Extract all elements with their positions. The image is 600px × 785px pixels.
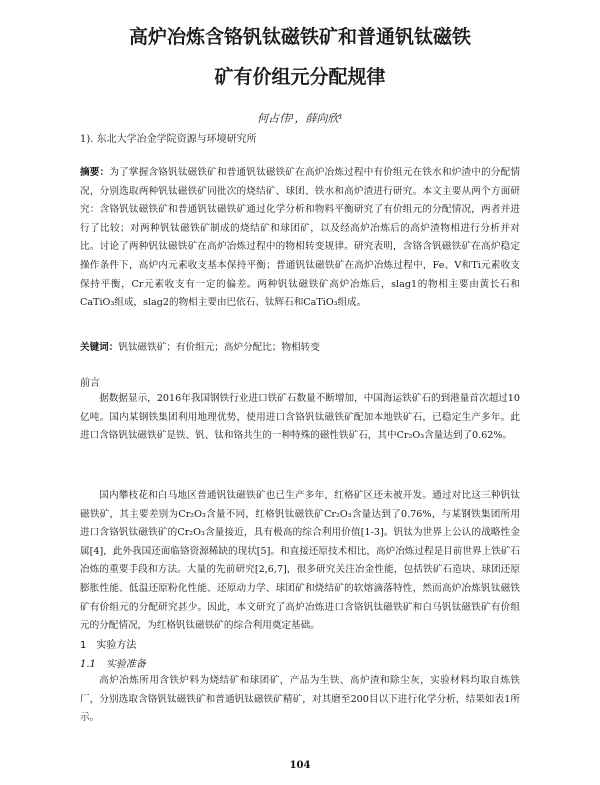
abstract-label: 摘要： xyxy=(80,167,110,178)
keywords-text: 钒钛磁铁矿；有价组元；高炉分配比；物相转变 xyxy=(118,342,320,353)
affiliation: 1). 东北大学冶金学院资源与环境研究所 xyxy=(80,134,257,145)
authors: 何占伟¹，薛向欣¹ xyxy=(257,112,343,125)
keywords xyxy=(80,339,520,353)
abstract-text: 为了掌握含铬钒钛磁铁矿和普通钒钛磁铁矿在高炉冶炼过程中有价组元在铁水和炉渣中的分配情况，分别选取两种钒钛磁铁矿同批次的烧结矿、球团、铁水和高炉渣进行研究。本文主要从两个方面研究：含铬钒钛磁铁矿和普通钒钛磁铁矿通过化学分析和物料平衡研究了有价组元的分配情况，两者并进行了比较；对两种钒钛磁铁矿制成的烧结矿和球团矿，以及经高炉冶炼后的高炉渣物相进行分析并对比。讨论了两种钒钛磁铁矿在高炉冶炼过程中的物相转变规律。研究表明，含铬含钒磁铁矿在高炉稳定操作条件下，高炉内元素收支基本保持平衡；普通钒钛磁铁矿在高炉冶炼过程中，Fe、V和Ti元素收支保持平衡，Cr元素收支有一定的偏差。两种钒钛磁铁矿高炉冶炼后，slag1的物相主要由黄长石和CaTiO₃组成，slag2的物相主要由巴依石、钛辉石和CaTiO₃组成。 xyxy=(80,167,520,309)
page-number: 104 xyxy=(289,760,311,771)
paper-title-line-1: 高炉冶炼含铬钒钛磁铁矿和普通钒钛磁铁 xyxy=(128,26,471,48)
abstract xyxy=(80,164,520,350)
intro-paragraph-2: 国内攀枝花和白马地区普通钒钛磁铁矿也已生产多年，红格矿区还未被开发。通过对比这三种钒钛磁铁矿，其主要差别为Cr₂O₃含量不同，红格钒钛磁铁矿Cr₂O₃含量达到了0.76%，与某钢铁集团所用进口含铬钒钛磁铁矿的Cr₂O₃含量接近，具有极高的综合利用价值[1-3]。钒钛为世界上公认的战略性金属[4]，此外我国还面临铬资源稀缺的现状[5]。和直接还原技术相比，高炉冶炼过程是目前世界上铁矿石冶炼的重要手段和方法。大量的先前研究[2,6,7]，很多研究关注冶金性能，包括铁矿石造块、球团还原膨胀性能、低温还原粉化性能、还原动力学、球团矿和烧结矿的软熔滴落特性，然而高炉冶炼钒钛磁铁矿有价组元的分配研究甚少。因此，本文研究了高炉冶炼进口含铬钒钛磁铁矿和白马钒钛磁铁矿有价组元的分配情况，为红格钒钛磁铁矿的综合利用奠定基础。 xyxy=(80,490,520,632)
paper-title-line-2: 矿有价组元分配规律 xyxy=(214,66,386,88)
section-1-1-paragraph: 高炉冶炼所用含铁炉料为烧结矿和球团矿，产品为生铁、高炉渣和除尘灰，实验材料均取自炼铁厂，分别选取含铬钒钛磁铁矿和普通钒钛磁铁矿精矿，对其磨至200目以下进行化学分析，结果如表1所示。 xyxy=(80,675,520,724)
section-1-1-heading: 1.1 实验准备 xyxy=(80,659,146,670)
keywords-label: 关键词： xyxy=(80,342,119,353)
intro-heading: 前言 xyxy=(80,378,100,389)
intro-paragraph-1: 据数据显示，2016年我国钢铁行业进口铁矿石数量不断增加，中国海运铁矿石的到港量首次超过10亿吨。国内某钢铁集团利用地理优势，使用进口含铬钒钛磁铁矿配加本地铁矿石，已稳定生产多年。此进口含铬钒钛磁铁矿是铁、钒、钛和铬共生的一种特殊的磁性铁矿石，其中Cr₂O₃含量达到了0.62%。 xyxy=(80,393,520,442)
section-1-heading: 1 实验方法 xyxy=(80,640,137,651)
